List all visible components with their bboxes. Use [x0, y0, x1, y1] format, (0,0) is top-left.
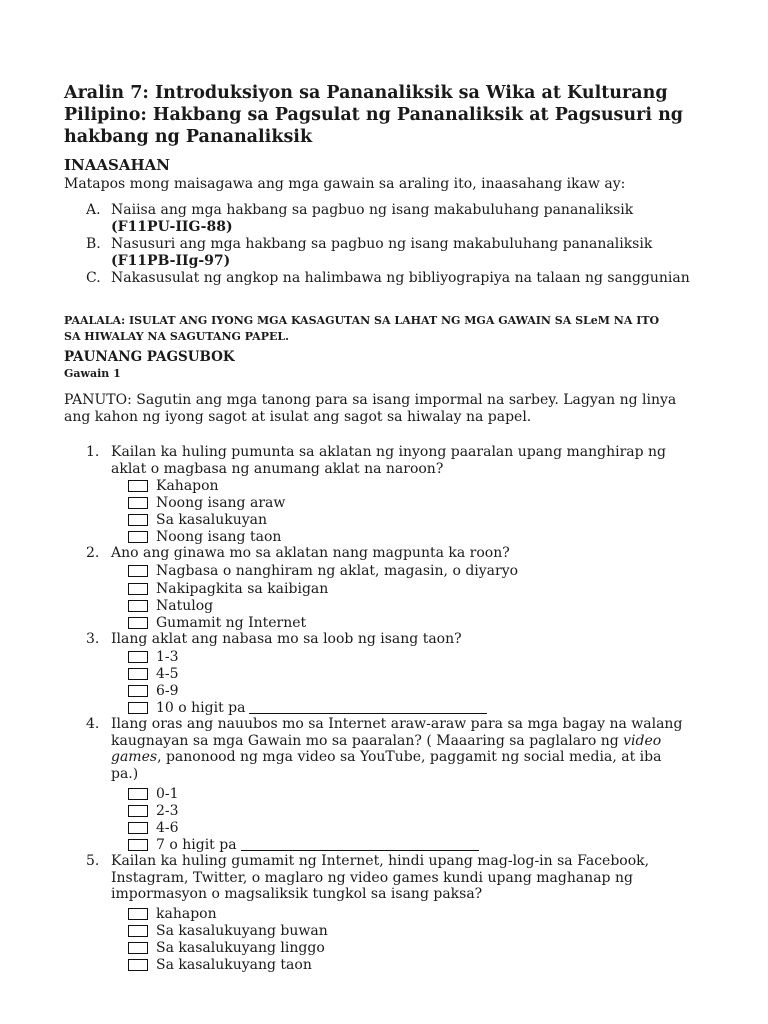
question-4-text: [111, 716, 711, 782]
objective-a-text: Naiisa ang mga hakbang sa pagbuo ng isang makabuluhang pananaliksik: [111, 202, 634, 218]
checkbox[interactable]: [128, 942, 148, 954]
question-4-line-2-italic: video: [623, 732, 662, 749]
question-4-line-3-italic: games: [111, 749, 158, 765]
question-5-line-3: impormasyon o magsaliksik tungkol sa isang paksa?: [111, 886, 483, 902]
q3-option-3[interactable]: [128, 682, 179, 699]
checkbox[interactable]: [128, 565, 148, 577]
checkbox[interactable]: [128, 805, 148, 817]
question-1-line-1: Kailan ka huling pumunta sa aklatan ng inyong paaralan upang manghirap ng: [111, 444, 667, 460]
q1-option-2[interactable]: [128, 494, 285, 511]
checkbox[interactable]: [128, 497, 148, 509]
objective-a: [111, 202, 711, 236]
question-1-line-2: aklat o magbasa ng anumang aklat na naroon?: [111, 460, 444, 477]
question-4-line-1: Ilang oras ang nauubos mo sa Internet araw-araw para sa mga bagay na walang: [111, 716, 683, 732]
checkbox[interactable]: [128, 702, 148, 714]
option-label: Nakipagkita sa kaibigan: [156, 580, 329, 597]
q5-option-2[interactable]: [128, 922, 328, 939]
question-2-text: Ano ang ginawa mo sa aklatan nang magpunta ka roon?: [111, 545, 510, 561]
lesson-title-line-3: hakbang ng Pananaliksik: [64, 127, 313, 147]
expectations-intro: Matapos mong maisagawa ang mga gawain sa araling ito, inaasahang ikaw ay:: [64, 176, 626, 192]
instructions-line-2: ang kahon ng iyong sagot at isulat ang sagot sa hiwalay na papel.: [64, 409, 532, 425]
objective-c-letter: C.: [86, 270, 101, 286]
expectations-heading: INAASAHAN: [64, 156, 170, 174]
answer-blank-line[interactable]: [241, 838, 479, 851]
checkbox[interactable]: [128, 583, 148, 595]
q4-option-3[interactable]: [128, 819, 179, 836]
reminder-line-1: PAALALA: ISULAT ANG IYONG MGA KASAGUTAN SA LAHAT NG MGA GAWAIN SA SLeM NA ITO: [64, 314, 660, 327]
checkbox[interactable]: [128, 600, 148, 612]
option-label: 4-5: [156, 665, 179, 682]
lesson-title: [64, 82, 704, 148]
option-label: Gumamit ng Internet: [156, 614, 307, 631]
option-label: 2-3: [156, 802, 179, 819]
instructions-line-1: PANUTO: Sagutin ang mga tanong para sa isang impormal na sarbey. Lagyan ng linya: [64, 392, 677, 408]
q3-option-2[interactable]: [128, 665, 179, 682]
checkbox[interactable]: [128, 531, 148, 543]
option-label: 6-9: [156, 682, 179, 699]
objective-a-code: (F11PU-IIG-88): [111, 219, 233, 235]
option-label: Natulog: [156, 597, 214, 614]
activity-label: Gawain 1: [64, 367, 121, 380]
checkbox[interactable]: [128, 788, 148, 800]
checkbox[interactable]: [128, 668, 148, 680]
checkbox[interactable]: [128, 685, 148, 697]
objective-b-letter: B.: [86, 236, 101, 252]
pretest-heading: PAUNANG PAGSUBOK: [64, 349, 235, 365]
checkbox[interactable]: [128, 839, 148, 851]
q4-option-1[interactable]: [128, 785, 179, 802]
reminder-note: [64, 313, 714, 345]
answer-blank-line[interactable]: [249, 701, 487, 714]
option-label: 7 o higit pa: [156, 836, 237, 853]
objective-b-code: (F11PB-IIg-97): [111, 253, 231, 269]
option-label: Kahapon: [156, 477, 219, 494]
question-5-number: 5.: [86, 853, 100, 869]
option-label: 0-1: [156, 785, 179, 802]
option-label: Sa kasalukuyang buwan: [156, 922, 328, 939]
objective-b: [111, 236, 711, 270]
objective-b-text: Nasusuri ang mga hakbang sa pagbuo ng isang makabuluhang pananaliksik: [111, 236, 653, 252]
option-label: 4-6: [156, 819, 179, 836]
q2-option-4[interactable]: [128, 614, 306, 631]
question-4-line-2: [111, 733, 711, 750]
q1-option-4[interactable]: [128, 528, 281, 545]
question-4-line-4: pa.): [111, 765, 139, 782]
option-label: kahapon: [156, 905, 217, 922]
q3-option-1[interactable]: [128, 648, 179, 665]
question-5-line-1: Kailan ka huling gumamit ng Internet, hindi upang mag-log-in sa Facebook,: [111, 853, 650, 869]
option-label: Sa kasalukuyan: [156, 511, 268, 528]
lesson-title-line-2: Pilipino: Hakbang sa Pagsulat ng Pananaliksik at Pagsusuri ng: [64, 105, 684, 125]
checkbox[interactable]: [128, 822, 148, 834]
q5-option-1[interactable]: [128, 905, 217, 922]
q1-option-3[interactable]: [128, 511, 267, 528]
checkbox[interactable]: [128, 480, 148, 492]
option-label: Sa kasalukuyang taon: [156, 956, 312, 973]
q1-option-1[interactable]: [128, 477, 219, 494]
checkbox[interactable]: [128, 617, 148, 629]
question-5-line-2: Instagram, Twitter, o maglaro ng video games kundi upang maghanap ng: [111, 869, 633, 886]
question-4-line-2-text: kaugnayan sa mga Gawain mo sa paaralan? ( Maaaring sa paglalaro ng: [111, 732, 624, 749]
checkbox[interactable]: [128, 959, 148, 971]
q2-option-3[interactable]: [128, 597, 213, 614]
q4-option-4[interactable]: [128, 836, 479, 853]
checkbox[interactable]: [128, 908, 148, 920]
question-4-line-3: [111, 749, 711, 766]
question-3-text: Ilang aklat ang nabasa mo sa loob ng isang taon?: [111, 631, 462, 647]
q5-option-4[interactable]: [128, 956, 312, 973]
question-5-text: [111, 853, 711, 903]
q3-option-4[interactable]: [128, 699, 487, 716]
lesson-title-line-1: Aralin 7: Introduksiyon sa Pananaliksik sa Wika at Kulturang: [64, 83, 668, 103]
question-4-line-3-text: , panonood ng mga video sa YouTube, paggamit ng social media, at iba: [157, 749, 662, 765]
objective-c-text: Nakasusulat ng angkop na halimbawa ng bibliyograpiya na talaan ng sanggunian: [111, 270, 690, 286]
option-label: Nagbasa o nanghiram ng aklat, magasin, o diyaryo: [156, 562, 519, 579]
question-4-number: 4.: [86, 716, 100, 732]
option-label: 10 o higit pa: [156, 699, 246, 716]
instructions: [64, 392, 710, 426]
reminder-line-2: SA HIWALAY NA SAGUTANG PAPEL.: [64, 330, 289, 343]
question-1-number: 1.: [86, 444, 100, 460]
option-label: 1-3: [156, 648, 179, 665]
q2-option-1[interactable]: [128, 562, 518, 579]
checkbox[interactable]: [128, 925, 148, 937]
q4-option-2[interactable]: [128, 802, 179, 819]
option-label: Noong isang araw: [156, 494, 286, 511]
question-2-number: 2.: [86, 545, 100, 561]
option-label: Sa kasalukuyang linggo: [156, 939, 325, 956]
option-label: Noong isang taon: [156, 528, 282, 545]
q2-option-2[interactable]: [128, 580, 328, 597]
question-1-text: [111, 444, 711, 477]
question-3-number: 3.: [86, 631, 100, 647]
checkbox[interactable]: [128, 651, 148, 663]
checkbox[interactable]: [128, 514, 148, 526]
objective-a-letter: A.: [86, 202, 101, 218]
q5-option-3[interactable]: [128, 939, 325, 956]
